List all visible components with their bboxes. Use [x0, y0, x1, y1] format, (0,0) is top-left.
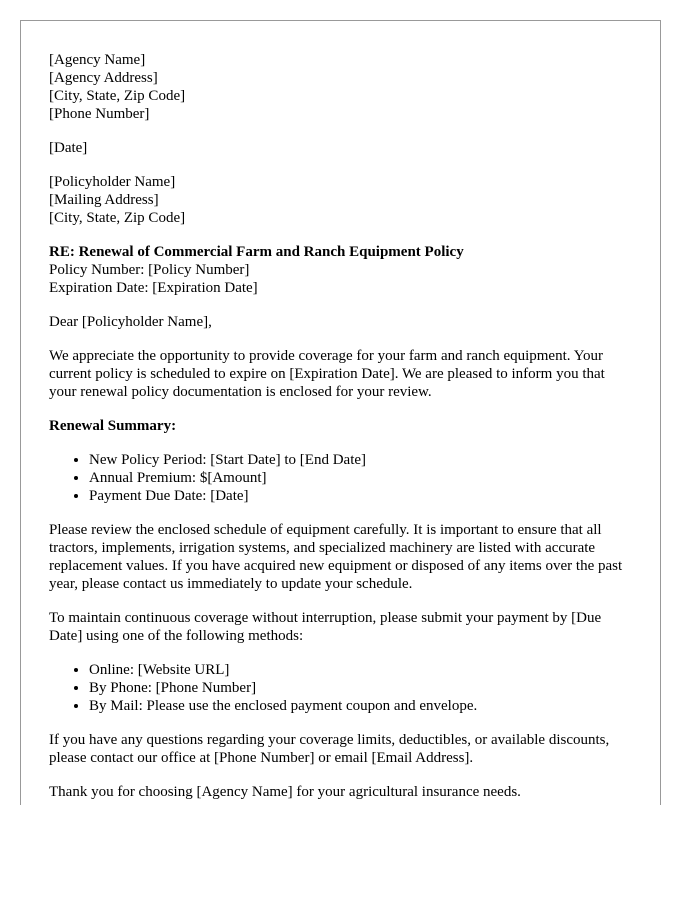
agency-name: [Agency Name]: [49, 52, 146, 68]
re-block: [49, 243, 632, 297]
letter-page: [20, 20, 661, 805]
questions-paragraph: If you have any questions regarding your coverage limits, deductibles, or available discounts, please contact our office at [Phone Number] or email [Email Address].: [49, 732, 610, 766]
agency-address: [Agency Address]: [49, 70, 158, 86]
payment-paragraph: To maintain continuous coverage without interruption, please submit your payment by [Due Date] using one of the following methods:: [49, 610, 602, 644]
agency-phone: [Phone Number]: [49, 106, 150, 122]
policy-number: Policy Number: [Policy Number]: [49, 262, 250, 278]
sender-block: [49, 51, 632, 123]
re-subject: RE: Renewal of Commercial Farm and Ranch Equipment Policy: [49, 244, 464, 260]
recipient-mailing-address: [Mailing Address]: [49, 192, 159, 208]
list-item: • New Policy Period: [Start Date] to [End Date]: [89, 451, 632, 469]
agency-city-state-zip: [City, State, Zip Code]: [49, 88, 186, 104]
renewal-summary-heading: Renewal Summary:: [49, 418, 177, 434]
date-block: [49, 139, 632, 157]
list-item: • Online: [Website URL]: [89, 661, 632, 679]
list-item: • Payment Due Date: [Date]: [89, 487, 632, 505]
review-paragraph: Please review the enclosed schedule of equipment carefully. It is important to ensure that all tractors, implements, irrigation systems, and specialized machinery are listed with accurate replacement values. If you have acquired new equipment or disposed of any items over the past year, please contact us immediately to update your schedule.: [49, 522, 623, 592]
renewal-summary-list: [49, 451, 632, 505]
list-item: • Annual Premium: $[Amount]: [89, 469, 632, 487]
recipient-city-state-zip: [City, State, Zip Code]: [49, 210, 186, 226]
intro-paragraph: We appreciate the opportunity to provide coverage for your farm and ranch equipment. Your current policy is scheduled to expire on [Expiration Date]. We are pleased to inform you that your renewal policy documentation is enclosed for your review.: [49, 348, 605, 400]
expiration-date: Expiration Date: [Expiration Date]: [49, 280, 258, 296]
recipient-block: [49, 173, 632, 227]
letter-date: [Date]: [49, 140, 88, 156]
salutation: Dear [Policyholder Name],: [49, 314, 212, 330]
list-item: • By Mail: Please use the enclosed payment coupon and envelope.: [89, 697, 632, 715]
list-item: • By Phone: [Phone Number]: [89, 679, 632, 697]
recipient-name: [Policyholder Name]: [49, 174, 176, 190]
thanks-paragraph: Thank you for choosing [Agency Name] for your agricultural insurance needs.: [49, 784, 521, 800]
payment-methods-list: [49, 661, 632, 715]
